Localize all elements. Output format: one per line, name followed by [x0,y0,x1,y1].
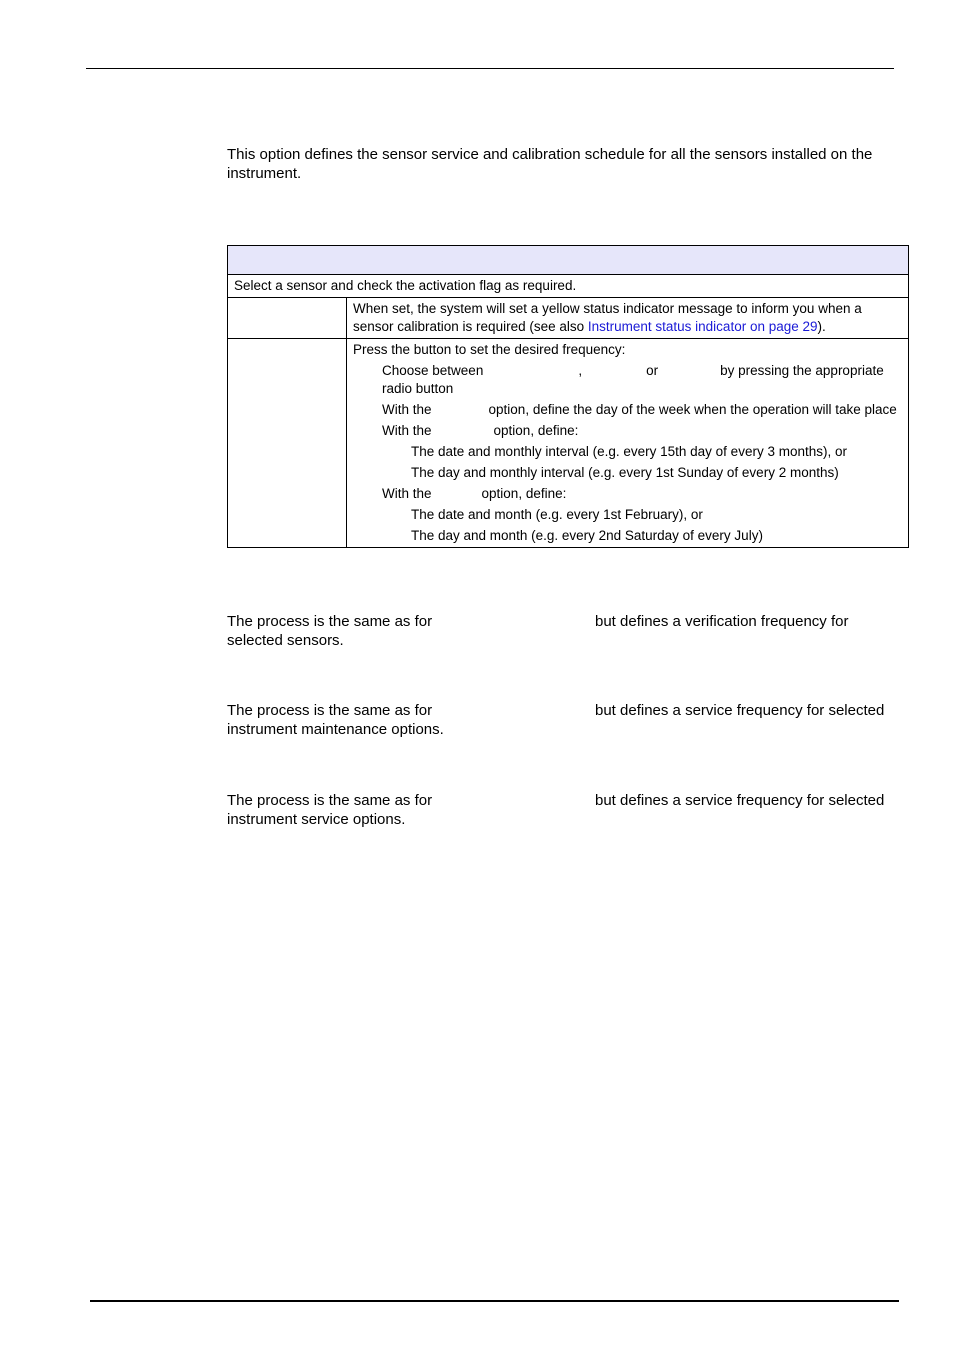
row2-description [347,339,909,548]
monthly-date-item: The date and monthly interval (e.g. every 15th day of every 3 months), or [411,444,847,459]
monthly-option-item: With the option, define: [382,423,579,438]
maintenance-paragraph: The process is the same as for but defines a service frequency for selected instrument maintenance options. [227,702,885,738]
service-paragraph: The process is the same as for but defines a service frequency for selected instrument service options. [227,792,885,828]
select-sensor-row: Select a sensor and check the activation flag as required. [228,275,909,298]
verification-paragraph: The process is the same as for but defines a verification frequency for selected sensors. [227,613,849,649]
yearly-day-item: The day and month (e.g. every 2nd Saturday of every July) [411,528,763,543]
footer-rule [90,1300,899,1302]
frequency-intro: Press the button to set the desired frequency: [353,342,626,357]
row1-description: When set, the system will set a yellow status indicator message to inform you when a sensor calibration is required (see also Instrument status indicator on page 29). [347,298,909,339]
yearly-option-item: With the option, define: [382,486,567,501]
intro-paragraph: This option defines the sensor service and calibration schedule for all the sensors installed on the instrument. [227,146,873,182]
status-indicator-link[interactable]: Instrument status indicator on page 29 [587,319,818,334]
header-rule [86,68,894,69]
yearly-date-item: The date and month (e.g. every 1st February), or [411,507,703,522]
choose-frequency-item: Choose between , or by pressing the appropriate radio button [382,363,884,396]
weekly-option-item: With the option, define the day of the week when the operation will take place [382,402,897,417]
row2-label [228,339,347,548]
table-header [228,246,909,275]
monthly-day-item: The day and monthly interval (e.g. every 1st Sunday of every 2 months) [411,465,839,480]
row1-label [228,298,347,339]
options-table [227,245,909,548]
